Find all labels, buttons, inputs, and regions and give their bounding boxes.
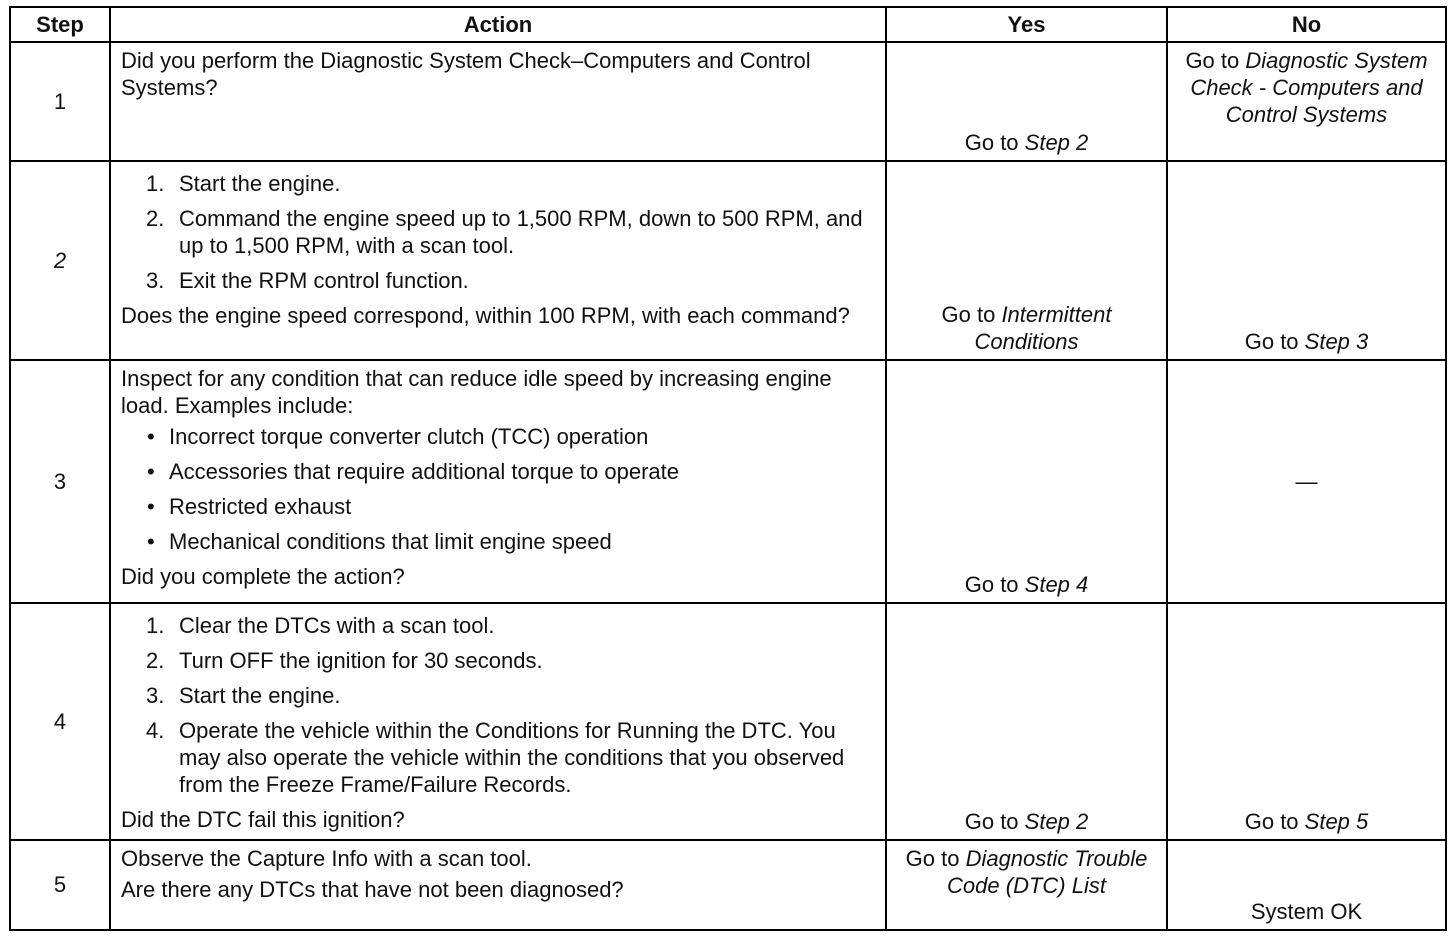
- yes-link[interactable]: Intermittent Conditions: [974, 302, 1112, 354]
- header-row: [10, 7, 1446, 42]
- step-number: 4: [10, 603, 110, 840]
- table-row-step-3: [10, 360, 1446, 603]
- action-cell: [110, 603, 886, 840]
- table-row-step-1: [10, 42, 1446, 161]
- no-link[interactable]: Step 5: [1304, 809, 1369, 834]
- list-item: 2. Command the engine speed up to 1,500 RPM, down to 500 RPM, and up to 1,500 RPM, with a scan tool.: [146, 206, 863, 258]
- no-cell: [1167, 42, 1446, 161]
- yes-link[interactable]: Step 2: [1024, 809, 1089, 834]
- yes-link[interactable]: Diagnostic Trouble Code (DTC) List: [947, 846, 1148, 898]
- yes-cell: [886, 840, 1167, 930]
- yes-cell: [886, 42, 1167, 161]
- action-bullets: [121, 423, 875, 555]
- no-cell: [1167, 840, 1446, 930]
- header-action: Action: [110, 7, 886, 42]
- action-steps: [121, 170, 875, 294]
- action-cell: [110, 360, 886, 603]
- yes-prefix: Go to: [964, 809, 1025, 834]
- action-question: Are there any DTCs that have not been diagnosed?: [121, 877, 624, 902]
- list-item: 1. Clear the DTCs with a scan tool.: [146, 613, 495, 638]
- no-link[interactable]: Step 3: [1304, 329, 1369, 354]
- list-item: 1. Start the engine.: [146, 171, 341, 196]
- no-cell: [1167, 360, 1446, 603]
- list-item: 2. Turn OFF the ignition for 30 seconds.: [146, 648, 543, 673]
- action-text: Observe the Capture Info with a scan tool.: [121, 846, 532, 871]
- list-item: 3. Exit the RPM control function.: [146, 268, 469, 293]
- header-yes: Yes: [886, 7, 1167, 42]
- step-number: 3: [10, 360, 110, 603]
- yes-cell: [886, 603, 1167, 840]
- yes-cell: [886, 360, 1167, 603]
- list-item: 4. Operate the vehicle within the Conditions for Running the DTC. You may also operate the vehicle within the conditions that you observed from the Freeze Frame/Failure Records.: [146, 718, 845, 797]
- action-text: Inspect for any condition that can reduce idle speed by increasing engine load. Examples include:: [121, 366, 832, 418]
- no-prefix: Go to: [1185, 48, 1246, 73]
- action-cell: [110, 42, 886, 161]
- table-row-step-2: [10, 161, 1446, 360]
- yes-link[interactable]: Step 4: [1024, 572, 1089, 597]
- action-question: Did the DTC fail this ignition?: [121, 807, 405, 832]
- action-question: Did you complete the action?: [121, 564, 405, 589]
- action-text: Did you perform the Diagnostic System Check–Computers and Control Systems?: [121, 48, 811, 100]
- action-steps: [121, 612, 875, 798]
- list-item: 3. Start the engine.: [146, 683, 341, 708]
- yes-prefix: Go to: [964, 130, 1025, 155]
- no-cell: [1167, 603, 1446, 840]
- no-dash: —: [1295, 469, 1318, 494]
- no-prefix: Go to: [1244, 809, 1305, 834]
- yes-link[interactable]: Step 2: [1024, 130, 1089, 155]
- no-prefix: Go to: [1244, 329, 1305, 354]
- action-question: Does the engine speed correspond, within 100 RPM, with each command?: [121, 303, 850, 328]
- no-link[interactable]: Diagnostic System Check - Computers and Control Systems: [1190, 48, 1428, 127]
- header-step: Step: [10, 7, 110, 42]
- action-cell: [110, 840, 886, 930]
- yes-cell: [886, 161, 1167, 360]
- action-cell: [110, 161, 886, 360]
- list-item: • Accessories that require additional torque to operate: [147, 459, 679, 484]
- step-number: 2: [10, 161, 110, 360]
- yes-prefix: Go to: [905, 846, 966, 871]
- list-item: • Restricted exhaust: [147, 494, 352, 519]
- diagnostic-table: [9, 6, 1447, 931]
- no-cell: [1167, 161, 1446, 360]
- yes-prefix: Go to: [941, 302, 1002, 327]
- step-number: 5: [10, 840, 110, 930]
- yes-prefix: Go to: [964, 572, 1025, 597]
- table-row-step-4: [10, 603, 1446, 840]
- table-row-step-5: [10, 840, 1446, 930]
- list-item: • Mechanical conditions that limit engine speed: [147, 529, 612, 554]
- header-no: No: [1167, 7, 1446, 42]
- no-result: System OK: [1250, 899, 1363, 924]
- list-item: • Incorrect torque converter clutch (TCC) operation: [147, 424, 649, 449]
- step-number: 1: [10, 42, 110, 161]
